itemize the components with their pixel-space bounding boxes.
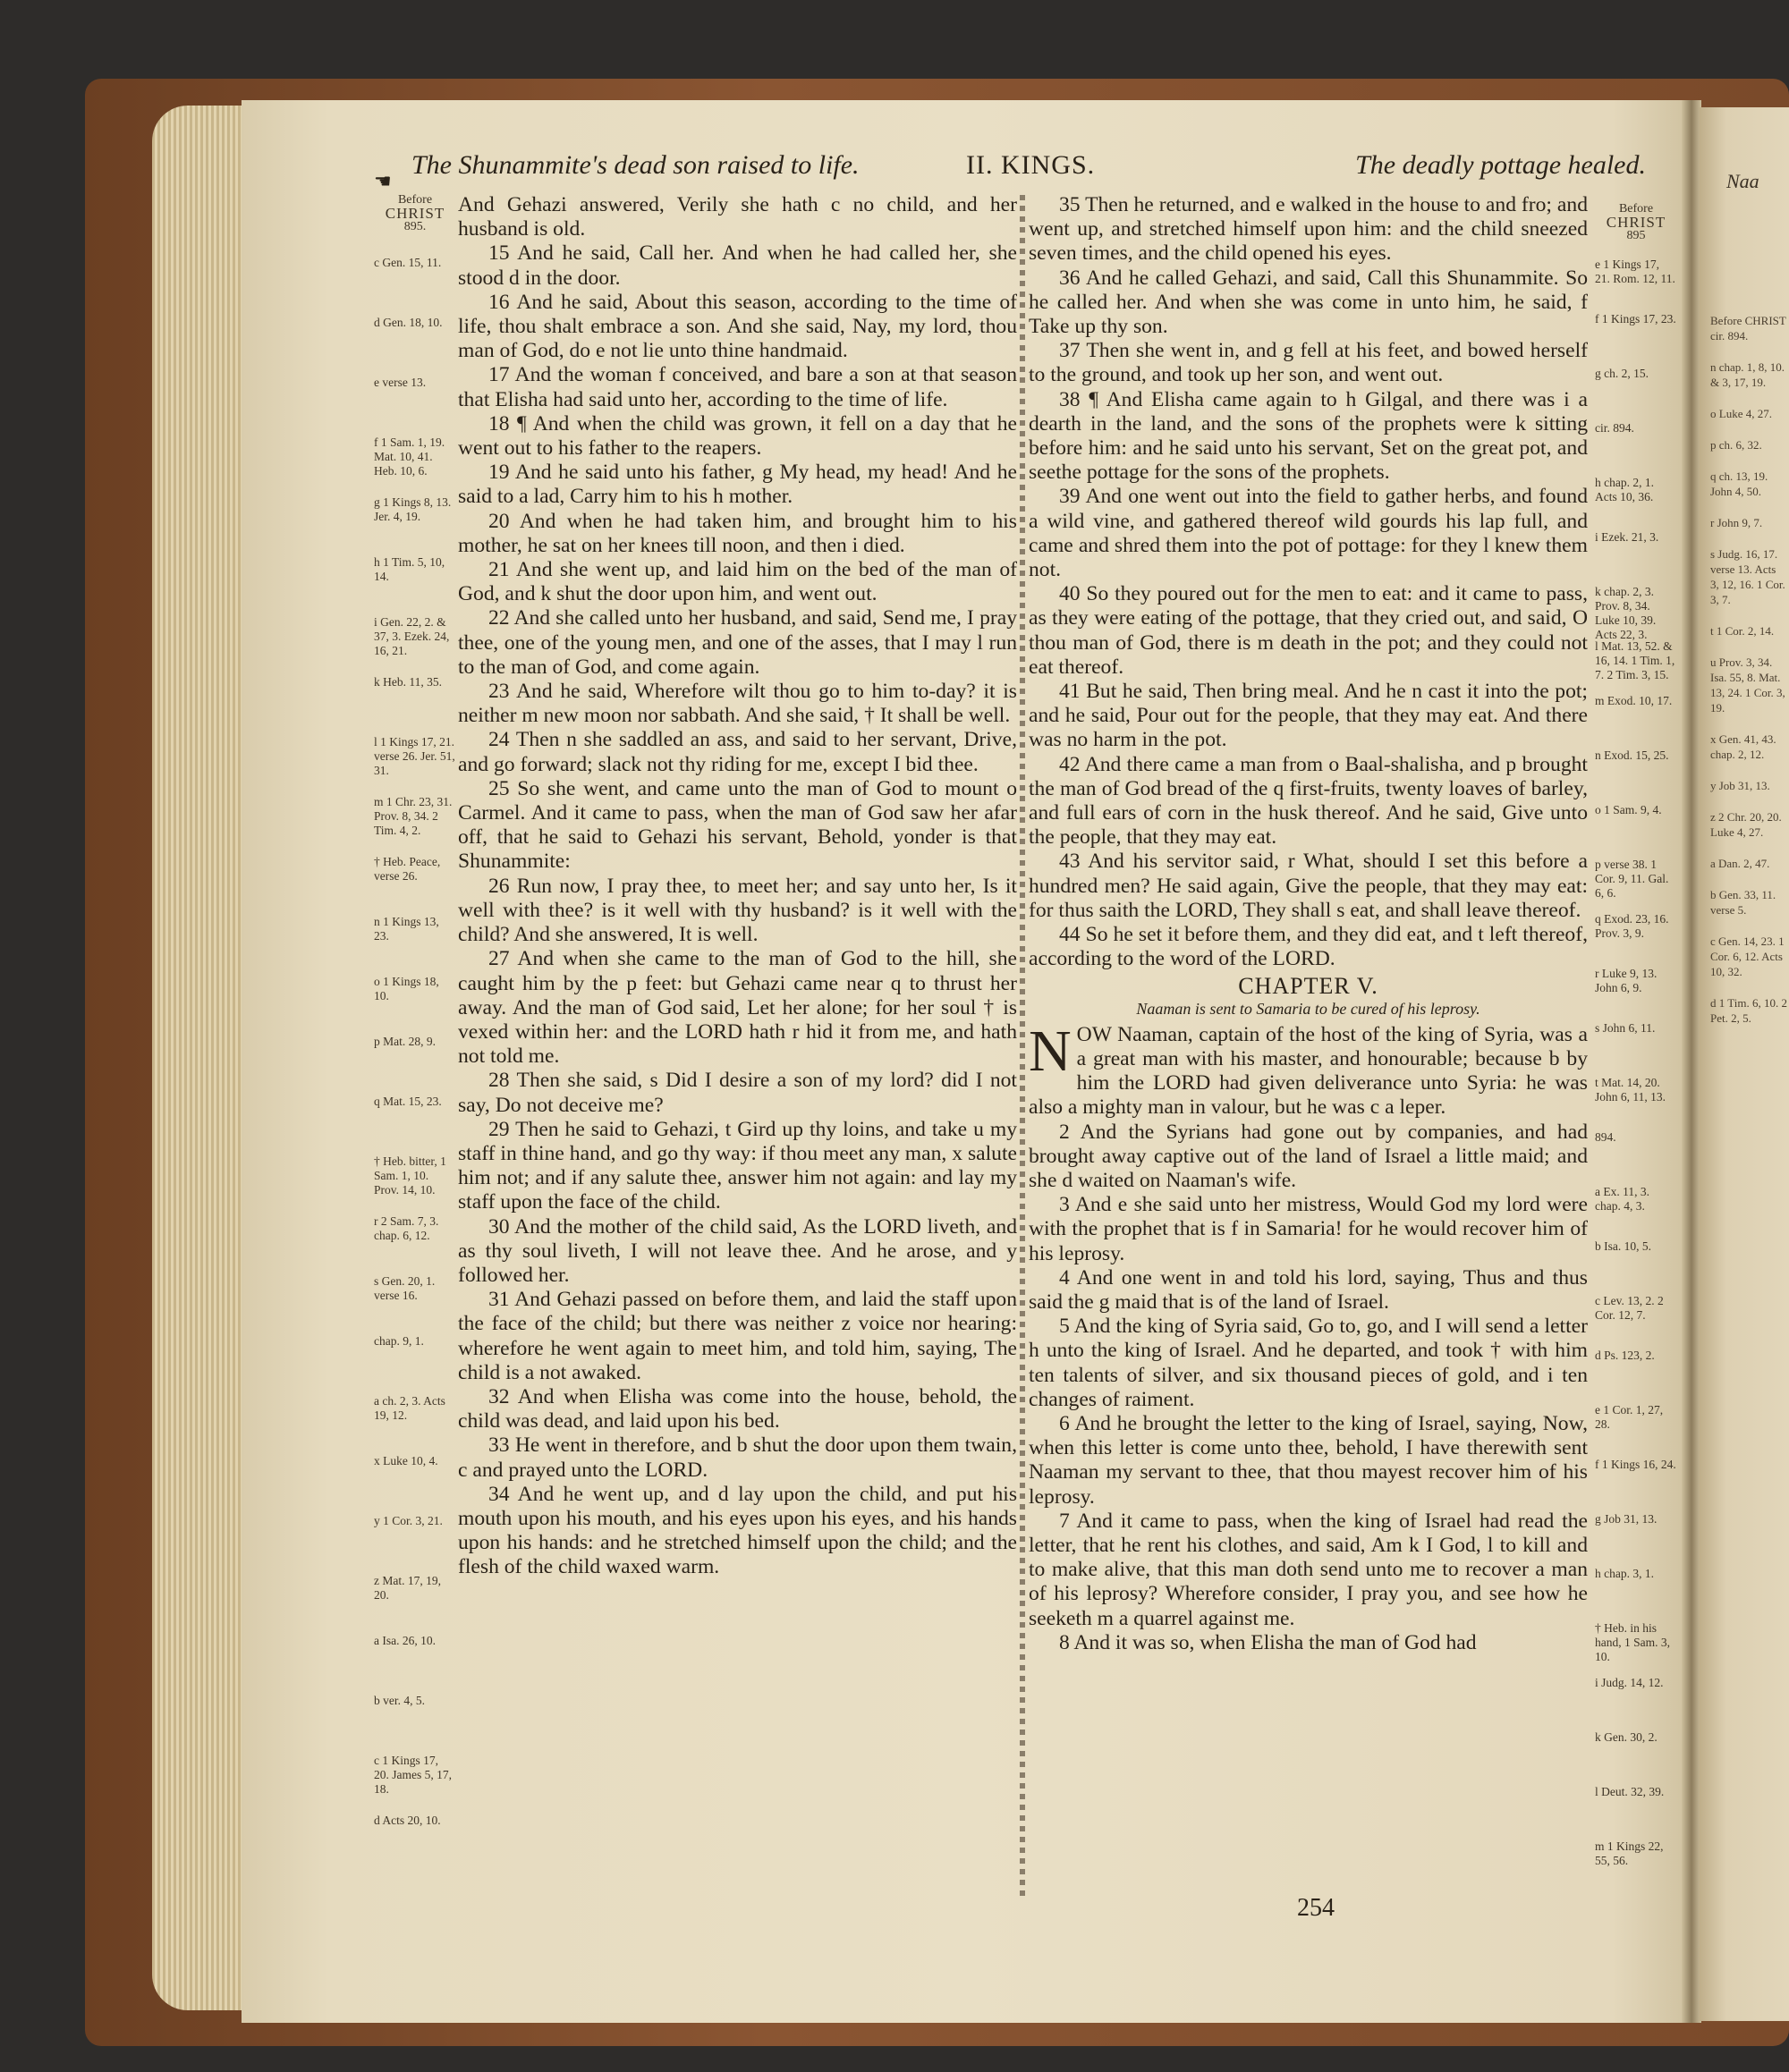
margin-reference: m 1 Kings 22, 55, 56. — [1595, 1839, 1664, 1867]
pointing-hand-icon: ☚ — [374, 170, 392, 192]
facing-page-reference: s Judg. 16, 17. verse 13. Acts 3, 12, 16. 1 Cor. 3, 7. — [1710, 547, 1785, 606]
margin-reference: y 1 Cor. 3, 21. — [374, 1514, 443, 1527]
facing-page-reference: b Gen. 33, 11. verse 5. — [1710, 888, 1776, 917]
margin-reference: e 1 Kings 17, 21. Rom. 12, 11. — [1595, 258, 1675, 285]
margin-reference: p Mat. 28, 9. — [374, 1035, 436, 1048]
margin-reference: k Gen. 30, 2. — [1595, 1730, 1658, 1744]
margin-reference: q Exod. 23, 16. Prov. 3, 9. — [1595, 912, 1669, 940]
verse-paragraph: 8 And it was so, when Elisha the man of God had — [1059, 1630, 1477, 1654]
margin-reference: e 1 Cor. 1, 27, 28. — [1595, 1403, 1664, 1431]
margin-reference: a Ex. 11, 3. chap. 4, 3. — [1595, 1185, 1649, 1213]
margin-reference: f 1 Kings 17, 23. — [1595, 312, 1676, 326]
margin-reference: r 2 Sam. 7, 3. chap. 6, 12. — [374, 1214, 439, 1242]
verse-paragraph: 3 And e she said unto her mistress, Would God my lord were with the prophet that is f in Samaria! for he would recover him of his leprosy. — [1029, 1193, 1588, 1265]
verse-paragraph: 23 And he said, Wherefore wilt thou go to him to-day? it is neither m new moon nor sabbath. And she said, † It shall be well. — [458, 680, 1017, 728]
verse-paragraph: 29 Then he said to Gehazi, t Gird up thy loins, and take u my staff in thine hand, and go thy way: if thou meet any man, x salute him not; and if any salute thee, answer him not again: and lay my staff upon the face of the child. — [458, 1117, 1017, 1214]
verse-paragraph: 33 He went in therefore, and b shut the door upon them twain, c and prayed unto the LORD. — [458, 1433, 1017, 1482]
margin-reference: k chap. 2, 3. Prov. 8, 34. Luke 10, 39. Acts 22, 3. — [1595, 585, 1657, 641]
running-head-left: The Shunammite's dead son raised to life. — [411, 150, 860, 180]
margin-reference: n 1 Kings 13, 23. — [374, 915, 439, 943]
column-divider — [1020, 195, 1025, 1899]
chapter-summary: Naaman is sent to Samaria to be cured of his leprosy. — [1136, 999, 1480, 1018]
margin-reference: c Lev. 13, 2. 2 Cor. 12, 7. — [1595, 1294, 1664, 1322]
margin-reference: † Heb. bitter, 1 Sam. 1, 10. Prov. 14, 10. — [374, 1154, 446, 1197]
verse-paragraph: 5 And the king of Syria said, Go to, go, and I will send a letter h unto the king of Israel. And he departed, and took † with him ten talents of silver, and six thousand pieces of gold, and i ten changes of raiment. — [1029, 1315, 1588, 1411]
verse-paragraph: 15 And he said, Call her. And when he had called her, she stood d in the door. — [458, 241, 1017, 290]
verse-paragraph: 20 And when he had taken him, and brought him to his mother, he sat on her knees till noon, and then i died. — [458, 509, 1017, 557]
facing-page-reference: Before CHRIST cir. 894. — [1710, 314, 1786, 343]
facing-page-reference: x Gen. 41, 43. chap. 2, 12. — [1710, 732, 1776, 761]
facing-page-head: Naa — [1726, 170, 1759, 192]
margin-reference: e verse 13. — [374, 376, 427, 389]
facing-page-reference: n chap. 1, 8, 10. & 3, 17, 19. — [1710, 360, 1785, 389]
margin-reference: s John 6, 11. — [1595, 1021, 1656, 1035]
era-label-before: Before — [397, 193, 433, 207]
margin-reference: k Heb. 11, 35. — [374, 675, 442, 689]
facing-page-reference: d 1 Tim. 6, 10. 2 Pet. 2, 5. — [1710, 996, 1787, 1025]
right-text-column — [1029, 193, 1588, 1655]
verse-paragraph: 21 And she went up, and laid him on the bed of the man of God, and k shut the door upon him, and went out. — [458, 558, 1017, 606]
margin-reference: i Judg. 14, 12. — [1595, 1676, 1664, 1689]
verse-paragraph: 24 Then n she saddled an ass, and said to her servant, Drive, and go forward; slack not thy riding for me, except I bid thee. — [458, 728, 1017, 776]
margin-reference: f 1 Kings 16, 24. — [1595, 1458, 1676, 1471]
verse-paragraph: 7 And it came to pass, when the king of Israel had read the letter, that he rent his clothes, and said, Am k I God, l to kill and to make alive, that this man doth send unto me to recover a man of his leprosy? Wherefore consider, I pray you, and see how he seeketh m a quarrel against me. — [1029, 1509, 1588, 1630]
running-head-right: The deadly pottage healed. — [1355, 150, 1646, 180]
margin-reference: h chap. 3, 1. — [1595, 1567, 1654, 1580]
margin-reference: d Gen. 18, 10. — [374, 316, 443, 329]
margin-reference: b ver. 4, 5. — [374, 1694, 425, 1707]
right-margin-notes — [1595, 202, 1677, 1901]
margin-reference: † Heb. Peace, verse 26. — [374, 855, 441, 883]
facing-page-reference: y Job 31, 13. — [1710, 779, 1770, 792]
facing-page-margin-notes — [1710, 313, 1787, 1042]
verse-paragraph: 38 ¶ And Elisha came again to h Gilgal, and there was i a dearth in the land, and the sons of the prophets were k sitting before him: and he said unto his servant, Set on the great pot, and seethe pottage for the sons of the prophets. — [1029, 387, 1588, 485]
facing-page-reference: r John 9, 7. — [1710, 516, 1763, 529]
margin-reference: a Isa. 26, 10. — [374, 1634, 436, 1647]
verse-paragraph: 41 But he said, Then bring meal. And he n cast it into the pot; and he said, Pour out for the people, that they may eat. And there was no harm in the pot. — [1029, 680, 1588, 752]
verse-paragraph: 22 And she called unto her husband, and said, Send me, I pray thee, one of the young men, and one of the asses, that I may l run to the man of God, and come again. — [458, 606, 1017, 679]
facing-page — [1700, 107, 1789, 2021]
verse-paragraph: 19 And he said unto his father, g My head, my head! And he said to a lad, Carry him to his h mother. — [458, 461, 1017, 509]
era-label-right — [1595, 202, 1677, 242]
margin-reference: † Heb. in his hand, 1 Sam. 3, 10. — [1595, 1621, 1670, 1663]
facing-page-reference: u Prov. 3, 34. Isa. 55, 8. Mat. 13, 24. 1 Cor. 3, 19. — [1710, 655, 1785, 715]
margin-reference: chap. 9, 1. — [374, 1334, 424, 1348]
verse-paragraph: 37 Then she went in, and g fell at his feet, and bowed herself to the ground, and took up her son, and went out. — [1029, 339, 1588, 387]
era-label-before: Before — [1618, 202, 1654, 216]
verse-paragraph: 26 Run now, I pray thee, to meet her; and say unto her, Is it well with thee? is it well with thy husband? is it well with the child? And she answered, It is well. — [458, 874, 1017, 947]
running-head-book: II. KINGS. — [966, 150, 1096, 180]
margin-reference: i Ezek. 21, 3. — [1595, 530, 1659, 544]
facing-page-reference: c Gen. 14, 23. 1 Cor. 6, 12. Acts 10, 32. — [1710, 935, 1785, 978]
margin-reference: z Mat. 17, 19, 20. — [374, 1574, 441, 1602]
margin-reference: b Isa. 10, 5. — [1595, 1239, 1651, 1253]
facing-page-reference: z 2 Chr. 20, 20. Luke 4, 27. — [1710, 810, 1782, 839]
verse-paragraph: 43 And his servitor said, r What, should I set this before a hundred men? He said again, Give the people, that they may eat: for thus saith the LORD, They shall s eat, and shall leave thereof. — [1029, 850, 1588, 922]
margin-reference: m Exod. 10, 17. — [1595, 694, 1673, 707]
margin-reference: q Mat. 15, 23. — [374, 1095, 442, 1108]
margin-reference: h chap. 2, 1. Acts 10, 36. — [1595, 476, 1654, 503]
margin-reference: x Luke 10, 4. — [374, 1454, 438, 1467]
verse-paragraph: 31 And Gehazi passed on before them, and laid the staff upon the face of the child; but there was neither z voice nor hearing: wherefore he went again to meet him, and told him, saying, The child is a not awaked. — [458, 1288, 1017, 1384]
margin-reference: d Acts 20, 10. — [374, 1814, 441, 1827]
margin-reference: l 1 Kings 17, 21. verse 26. Jer. 51, 31. — [374, 735, 455, 777]
margin-reference: p verse 38. 1 Cor. 9, 11. Gal. 6, 6. — [1595, 858, 1669, 900]
margin-reference: o 1 Kings 18, 10. — [374, 975, 439, 1002]
margin-reference: l Mat. 13, 52. & 16, 14. 1 Tim. 1, 7. 2 Tim. 3, 15. — [1595, 639, 1675, 681]
verse-paragraph: 42 And there came a man from o Baal-shalisha, and p brought the man of God bread of the q first-fruits, twenty loaves of barley, and full ears of corn in the husk thereof. And he said, Give unto the people, that they may eat. — [1029, 752, 1588, 850]
verse-paragraph: 6 And he brought the letter to the king of Israel, saying, Now, when this letter is come unto thee, behold, I have therewith sent Naaman my servant to thee, that thou mayest recover him of his leprosy. — [1029, 1411, 1588, 1509]
margin-reference: a ch. 2, 3. Acts 19, 12. — [374, 1394, 445, 1422]
drop-cap: N — [1029, 1018, 1072, 1084]
margin-reference: g ch. 2, 15. — [1595, 367, 1649, 380]
margin-reference: g Job 31, 13. — [1595, 1512, 1658, 1526]
margin-reference: t Mat. 14, 20. John 6, 11, 13. — [1595, 1076, 1666, 1104]
era-label — [374, 193, 456, 233]
era-label-christ: CHRIST — [1606, 214, 1666, 231]
chapter-first-verse — [1029, 1018, 1588, 1121]
left-text-column — [458, 193, 1017, 1580]
chapter-title: CHAPTER V. — [1238, 972, 1378, 999]
margin-reference: o 1 Sam. 9, 4. — [1595, 803, 1662, 816]
verse-paragraph: 35 Then he returned, and e walked in the house to and fro; and went up, and stretched himself upon him: and the child sneezed seven times, and the child opened his eyes. — [1029, 193, 1588, 266]
verse-paragraph: 39 And one went out into the field to gather herbs, and found a wild vine, and gathered thereof wild gourds his lap full, and came and shred them into the pot of pottage: for they l knew them not. — [1029, 485, 1588, 582]
verse-paragraph: 44 So he set it before them, and they did eat, and t left thereof, according to the word of the LORD. — [1029, 923, 1588, 971]
verse-paragraph: 30 And the mother of the child said, As the LORD liveth, and as thy soul liveth, I will not leave thee. And he arose, and y followed her. — [458, 1214, 1017, 1287]
verse-paragraph: 16 And he said, About this season, according to the time of life, thou shalt embrace a son. And she said, Nay, my lord, thou man of God, do e not lie unto thine handmaid. — [458, 290, 1017, 363]
margin-reference: n Exod. 15, 25. — [1595, 748, 1669, 762]
era-label-year: 895. — [403, 220, 427, 233]
margin-reference: m 1 Chr. 23, 31. Prov. 8, 34. 2 Tim. 4, 2. — [374, 795, 453, 837]
verse-paragraph: 34 And he went up, and d lay upon the child, and put his mouth upon his mouth, and his eyes upon his eyes, and his hands upon his hands: and he stretched himself upon the child; and the flesh of the child waxed warm. — [458, 1482, 1017, 1579]
running-head — [411, 150, 1646, 186]
verse-paragraph: 28 Then she said, s Did I desire a son of my lord? did I not say, Do not deceive me? — [458, 1069, 1017, 1117]
margin-reference: h 1 Tim. 5, 10, 14. — [374, 555, 445, 583]
margin-reference: g 1 Kings 8, 13. Jer. 4, 19. — [374, 495, 452, 523]
left-margin-notes — [374, 193, 456, 1892]
facing-page-reference: q ch. 13, 19. John 4, 50. — [1710, 469, 1768, 498]
verse-paragraph: 36 And he called Gehazi, and said, Call this Shunammite. So he called her. And when she was come in unto him, he said, f Take up thy son. — [1029, 266, 1588, 339]
margin-reference: i Gen. 22, 2. & 37, 3. Ezek. 24, 16, 21. — [374, 615, 450, 657]
verse-paragraph: 18 ¶ And when the child was grown, it fell on a day that he went out to his father to the reapers. — [458, 411, 1017, 461]
facing-page-reference: o Luke 4, 27. — [1710, 407, 1772, 420]
margin-reference: s Gen. 20, 1. verse 16. — [374, 1274, 436, 1302]
book-gutter — [1682, 100, 1701, 2023]
verse-paragraph: 32 And when Elisha was come into the house, behold, the child was dead, and laid upon his bed. — [458, 1384, 1017, 1433]
facing-page-reference: p ch. 6, 32. — [1710, 438, 1762, 452]
margin-reference: r Luke 9, 13. John 6, 9. — [1595, 967, 1658, 994]
verse-paragraph: 25 So she went, and came unto the man of God to mount o Carmel. And it came to pass, when the man of God saw her afar off, that he said to Gehazi his servant, Behold, yonder is that Shunammite: — [458, 776, 1017, 874]
era-label-christ: CHRIST — [385, 205, 445, 222]
verse-paragraph: 40 So they poured out for the men to eat: and it came to pass, as they were eating of the pottage, that they cried out, and said, O thou man of God, there is m death in the pot; and they could not eat thereof. — [1029, 582, 1588, 679]
facing-page-reference: a Dan. 2, 47. — [1710, 857, 1770, 870]
verse-paragraph: 27 And when she came to the man of God to the hill, she caught him by the p feet: but Gehazi came near q to thrust her away. And the man of God said, Let her alone; for her soul † is vexed within her: and the LORD hath r hid it from me, and hath not told me. — [458, 947, 1017, 1069]
verse-paragraph: And Gehazi answered, Verily she hath c no child, and her husband is old. — [458, 193, 1017, 241]
verse-paragraph: 4 And one went in and told his lord, saying, Thus and thus said the g maid that is of the land of Israel. — [1029, 1265, 1588, 1314]
margin-reference: cir. 894. — [1595, 421, 1634, 435]
margin-reference: c 1 Kings 17, 20. James 5, 17, 18. — [374, 1754, 452, 1796]
margin-reference: f 1 Sam. 1, 19. Mat. 10, 41. Heb. 10, 6. — [374, 436, 445, 478]
facing-page-reference: t 1 Cor. 2, 14. — [1710, 624, 1775, 638]
verse-paragraph: 17 And the woman f conceived, and bare a son at that season that Elisha had said unto her, according to the time of life. — [458, 363, 1017, 411]
margin-reference: 894. — [1595, 1130, 1616, 1144]
era-label-year: 895 — [1626, 229, 1646, 242]
page-number: 254 — [1297, 1894, 1335, 1922]
margin-reference: d Ps. 123, 2. — [1595, 1349, 1655, 1362]
first-verse-text: OW Naaman, captain of the host of the king of Syria, was a a great man with his master, and honourable; because b by him the LORD had given deliverance unto Syria: he was also a mighty man in valour, but he was c a leper. — [1029, 1022, 1588, 1120]
margin-reference: c Gen. 15, 11. — [374, 256, 442, 269]
verse-paragraph: 2 And the Syrians had gone out by companies, and had brought away captive out of the land of Israel a little maid; and she d waited on Naaman's wife. — [1029, 1120, 1588, 1192]
margin-reference: l Deut. 32, 39. — [1595, 1785, 1665, 1798]
